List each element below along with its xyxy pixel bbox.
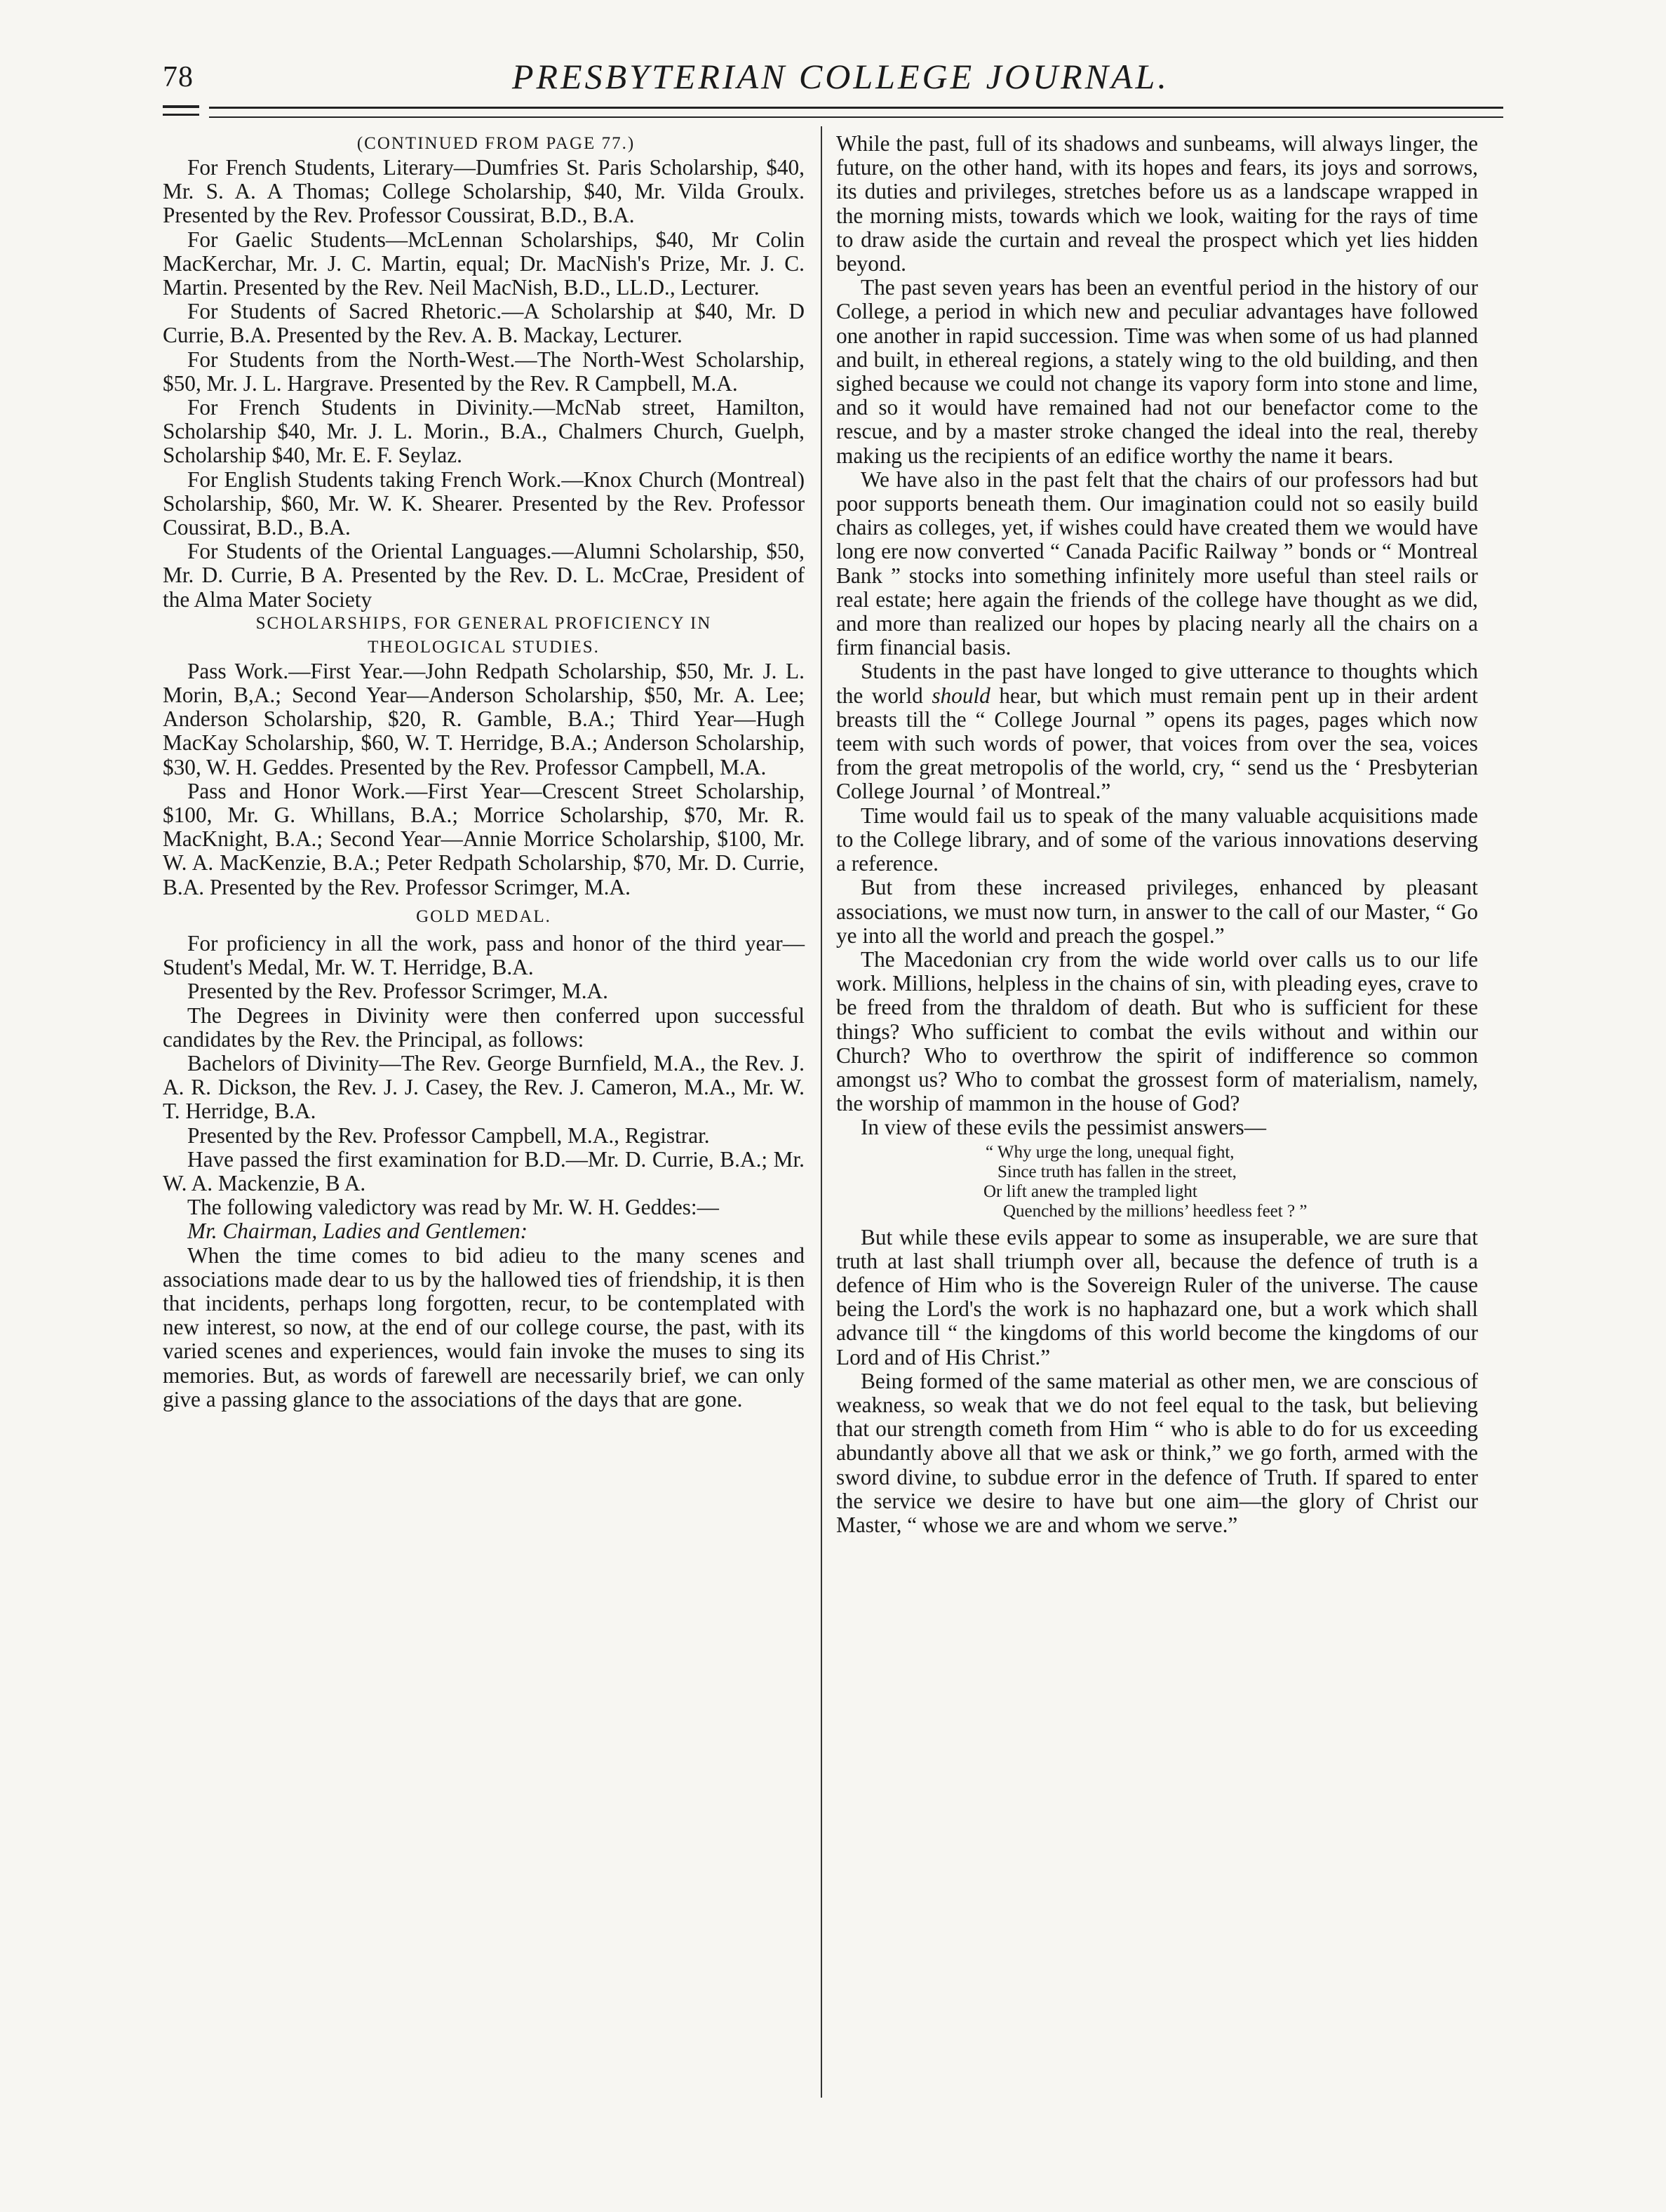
text-run: Students in the past have longed to give utterance to thoughts which the world [836,659,1478,708]
paragraph: We have also in the past felt that the chairs of our professors had but poor supports beneath them. Our imagination could not so easily build chairs as colleges, yet, if wishes could have created them we would have long ere now converted “ Canada Pacific Railway ” bonds or “ Montreal Bank ” stocks into something infinitely more useful than steel rails or real estate; here again the friends of the college have thought as we did, and more than realized our hopes by placing nearly all the chairs on a firm financial basis. [836,467,1478,660]
running-head: PRESBYTERIAN COLLEGE JOURNAL. [512,57,1169,96]
page-number: 78 [163,61,194,93]
paragraph: Presented by the Rev. Professor Campbell, M.A., Registrar. [187,1122,710,1148]
section-heading-gold-medal: GOLD MEDAL. [416,906,551,926]
paragraph: Pass Work.—First Year.—John Redpath Scholarship, $50, Mr. J. L. Morin, B,A.; Second Year—Anderson Scholarship, $50, Mr. A. Lee; Anderson Scholarship, $20, R. Gamble, B.A.; Third Year—Hugh MacKay Scholarship, $60, W. T. Herridge, B.A.; Anderson Scholarship, $30, W. H. Geddes. Presented by the Rev. Professor Campbell, M.A. [163,658,805,779]
verse-line: Since truth has fallen in the street, [997,1162,1237,1181]
column-divider [821,126,822,2098]
paragraph: For French Students, Literary—Dumfries St. Paris Scholarship, $40, Mr. S. A. A Thomas; College Scholarship, $40, Mr. Vilda Groulx. Presented by the Rev. Professor Coussirat, B.D., B.A. [163,155,805,228]
verse-quotation [836,1143,1478,1221]
paragraph: The Degrees in Divinity were then conferred upon successful candidates by the Rev. the Principal, as follows: [163,1003,805,1052]
paragraph: Pass and Honor Work.—First Year—Crescent Street Scholarship, $100, Mr. G. Whillans, B.A.; Morrice Scholarship, $70, Mr. R. MacKnight, B.A.; Second Year—Annie Morrice Scholarship, $100, Mr. W. A. MacKenzie, B.A.; Peter Redpath Scholarship, $70, Mr. D. Currie, B.A. Presented by the Rev. Professor Scrimger, M.A. [163,778,805,899]
text-run: hear, but which must remain pent up in their ardent breasts till the “ College Journal ” opens its pages, pages which now teem with such words of power, that voices from over the sea, voices from the great metropolis of the world, cry, “ send us the ‘ Presbyterian College Journal ’ of Montreal.” [836,683,1478,804]
paragraph: In view of these evils the pessimist answers— [861,1115,1267,1140]
verse-line: Or lift anew the trampled light [983,1181,1197,1201]
header-rule-2 [209,116,1503,118]
paragraph: For Students of Sacred Rhetoric.—A Scholarship at $40, Mr. D Currie, B.A. Presented by the Rev. A. B. Mackay, Lecturer. [163,299,805,348]
paragraph: For French Students in Divinity.—McNab street, Hamilton, Scholarship $40, Mr. J. L. Morin., B.A., Chalmers Church, Guelph, Scholarship $40, Mr. E. F. Seylaz. [163,395,805,468]
header-rule-short [163,105,199,108]
paragraph: For Students from the North-West.—The North-West Scholarship, $50, Mr. J. L. Hargrave. Presented by the Rev. R Campbell, M.A. [163,347,805,396]
paragraph: Time would fail us to speak of the many valuable acquisitions made to the College library, and of some of the various innovations deserving a reference. [836,803,1478,876]
section-heading: SCHOLARSHIPS, FOR GENERAL PROFICIENCY IN [255,613,712,633]
paragraph: Presented by the Rev. Professor Scrimger, M.A. [187,979,608,1004]
paragraph: For Gaelic Students—McLennan Scholarships, $40, Mr Colin MacKerchar, Mr. J. C. Martin, equal; Dr. MacNish's Prize, Mr. J. C. Martin. Presented by the Rev. Neil MacNish, B.D., LL.D., Lecturer. [163,227,805,300]
paragraph: The Macedonian cry from the wide world over calls us to our life work. Millions, helpless in the chains of sin, with pleading eyes, crave to be freed from the thraldom of death. But who is sufficient for these things? Who sufficient to combat the evils without and within our Church? Who to overthrow the spirit of indifference so common amongst us? Who to combat the grossest form of materialism, namely, the worship of mammon in the house of God? [836,946,1478,1116]
paragraph: For English Students taking French Work.—Knox Church (Montreal) Scholarship, $60, Mr. W. K. Shearer. Presented by the Rev. Professor Coussirat, B.D., B.A. [163,467,805,540]
header-rule [209,107,1503,109]
paragraph: Have passed the first examination for B.D.—Mr. D. Currie, B.A.; Mr. W. A. Mackenzie, B A. [163,1146,805,1195]
paragraph: For proficiency in all the work, pass and honor of the third year—Student's Medal, Mr. W. T. Herridge, B.A. [163,930,805,980]
paragraph: For Students of the Oriental Languages.—Alumni Scholarship, $50, Mr. D. Currie, B A. Presented by the Rev. D. L. McCrae, President of the Alma Mater Society [163,539,805,612]
paragraph: But from these increased privileges, enhanced by pleasant associations, we must now turn, in answer to the call of our Master, “ Go ye into all the world and preach the gospel.” [836,875,1478,948]
valedictory-salutation: Mr. Chairman, Ladies and Gentlemen: [187,1219,528,1244]
continued-note: (CONTINUED FROM PAGE 77.) [356,134,636,153]
paragraph: The past seven years has been an eventful period in the history of our College, a period in which new and peculiar advantages have followed one another in rapid succession. Time was when some of us had planned and built, in ethereal regions, a stately wing to the old building, and then sighed because we could not change its vapory form into stone and lime, and so it would have remained had not our benefactor come to the rescue, and by a master stroke changed the ideal into the real, thereby making us the recipients of an edifice worthy the name it bears. [836,275,1478,468]
emphasized-word: should [932,683,990,708]
paragraph: But while these evils appear to some as insuperable, we are sure that truth at last shall triumph over all, because the defence of truth is a defence of Him who is the Sovereign Ruler of the universe. The cause being the Lord's the work is no haphazard one, but a work which shall advance till “ the kingdoms of this world become the kingdoms of our Lord and of His Christ.” [836,1224,1478,1369]
paragraph: The following valedictory was read by Mr. W. H. Geddes:— [187,1195,719,1220]
paragraph [836,659,1478,803]
right-column [836,132,1478,1537]
header-rule-short-2 [163,114,199,116]
paragraph: While the past, full of its shadows and sunbeams, will always linger, the future, on the other hand, with its hopes and fears, its joys and sorrows, its duties and privileges, stretches before us as a landscape wrapped in the morning mists, towards which we look, waiting for the rays of time to draw aside the curtain and reveal the prospect which yet lies hidden beyond. [836,131,1478,276]
left-column [163,132,805,1412]
section-heading-continued: THEOLOGICAL STUDIES. [368,637,600,657]
paragraph: When the time comes to bid adieu to the many scenes and associations made dear to us by the hallowed ties of friendship, it is then that incidents, perhaps long forgotten, recur, to be contemplated with new interest, so now, at the end of our college course, the past, with its varied scenes and experiences, would fain invoke the muses to sing its memories. But, as words of farewell are necessarily brief, we can only give a passing glance to the associations of the days that are gone. [163,1242,805,1412]
paragraph: Being formed of the same material as other men, we are conscious of weakness, so weak that we do not feel equal to the task, but believing that our strength cometh from Him “ who is able to do for us exceeding abundantly above all that we ask or think,” we go forth, armed with the sword divine, to subdue error in the defence of Truth. If spared to enter the service we desire to have but one aim—the glory of Christ our Master, “ whose we are and whom we serve.” [836,1368,1478,1537]
verse-line: Quenched by the millions’ heedless feet ? ” [1003,1201,1308,1221]
paragraph: Bachelors of Divinity—The Rev. George Burnfield, M.A., the Rev. J. A. R. Dickson, the Rev. J. J. Casey, the Rev. J. Cameron, M.A., Mr. W. T. Herridge, B.A. [163,1050,805,1124]
verse-line: “ Why urge the long, unequal fight, [986,1142,1235,1162]
